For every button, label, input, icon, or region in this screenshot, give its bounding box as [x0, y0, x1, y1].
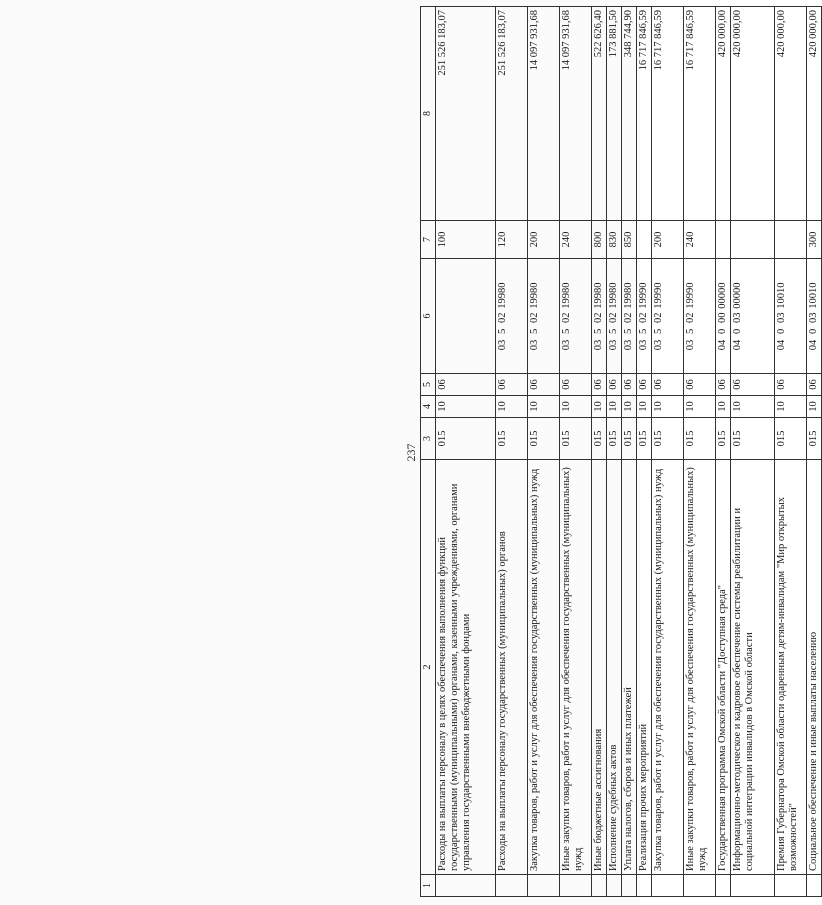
target-article-cell: [684, 259, 716, 374]
admin-code-cell: 015: [731, 418, 775, 460]
row-number-cell: [622, 875, 637, 897]
row-name-cell: Иные закупки товаров, работ и услуг для обеспечения государственных (муниципальных) нужд: [560, 460, 592, 875]
row-number-cell: [775, 875, 807, 897]
section-code-cell: 10: [436, 396, 496, 418]
row-name-cell: Премия Губернатора Омской области одаренным детям-инвалидам "Мир открытых возможностей": [775, 460, 807, 875]
subsection-code-cell: 06: [528, 374, 560, 396]
row-name-cell: Исполнение судебных актов: [607, 460, 622, 875]
target-article-segment: 02: [638, 312, 649, 323]
amount-cell: 420 000,00: [775, 7, 807, 221]
section-code-cell: 10: [607, 396, 622, 418]
admin-code-cell: 015: [560, 418, 592, 460]
target-article-cell: [652, 259, 684, 374]
target-article-cell: [607, 259, 622, 374]
header-row: [421, 7, 436, 897]
row-number-cell: [716, 875, 731, 897]
target-article-segment: 5: [685, 328, 696, 334]
target-article-segment: 0: [808, 328, 819, 334]
table-row: [528, 7, 560, 897]
target-article-segment: 0: [732, 328, 743, 334]
target-article-segment: 02: [561, 312, 572, 323]
amount-cell: 251 526 183,07: [436, 7, 496, 221]
target-article-segment: 03: [808, 312, 819, 323]
amount-cell: 420 000,00: [716, 7, 731, 221]
column-header-4: 4: [421, 396, 436, 418]
expense-type-cell: 300: [807, 221, 822, 259]
subsection-code-cell: 06: [622, 374, 637, 396]
target-article-cell: [775, 259, 807, 374]
subsection-code-cell: 06: [807, 374, 822, 396]
row-number-cell: [637, 875, 652, 897]
row-number-cell: [684, 875, 716, 897]
admin-code-cell: 015: [436, 418, 496, 460]
target-article-segment: 02: [529, 312, 540, 323]
table-row: [716, 7, 731, 897]
amount-cell: 14 097 931,68: [528, 7, 560, 221]
target-article-cell: [807, 259, 822, 374]
section-code-cell: 10: [731, 396, 775, 418]
subsection-code-cell: 06: [496, 374, 528, 396]
target-article-segment: 03: [638, 339, 649, 351]
target-article-segment: 02: [623, 312, 634, 323]
section-code-cell: 10: [637, 396, 652, 418]
target-article-segment: 02: [593, 312, 604, 323]
table-row: [592, 7, 607, 897]
admin-code-cell: 015: [775, 418, 807, 460]
target-article-segment: 03: [732, 312, 743, 323]
target-article-segment: 00000: [717, 282, 728, 309]
table-row: [684, 7, 716, 897]
target-article-segment: 03: [608, 339, 619, 351]
amount-cell: 16 717 846,59: [637, 7, 652, 221]
subsection-code-cell: 06: [436, 374, 496, 396]
expense-type-cell: 200: [652, 221, 684, 259]
target-article-segment: 02: [653, 312, 664, 323]
row-name-cell: Социальное обеспечение и иные выплаты населению: [807, 460, 822, 875]
section-code-cell: 10: [652, 396, 684, 418]
row-number-cell: [607, 875, 622, 897]
target-article-segment: 04: [717, 339, 728, 351]
target-article-segment: 03: [497, 339, 508, 351]
target-article-segment: 10010: [808, 282, 819, 309]
amount-cell: 173 881,50: [607, 7, 622, 221]
row-name-cell: Закупка товаров, работ и услуг для обеспечения государственных (муниципальных) нужд: [528, 460, 560, 875]
table-row: [607, 7, 622, 897]
table-row: [436, 7, 496, 897]
target-article-cell: [592, 259, 607, 374]
target-article-segment: 19980: [608, 282, 619, 309]
admin-code-cell: 015: [528, 418, 560, 460]
table-row: [731, 7, 775, 897]
target-article-segment: 19980: [593, 282, 604, 309]
column-header-2: 2: [421, 460, 436, 875]
target-article-segment: 03: [623, 339, 634, 351]
subsection-code-cell: 06: [716, 374, 731, 396]
row-number-cell: [807, 875, 822, 897]
amount-cell: 522 626,40: [592, 7, 607, 221]
target-article-segment: 5: [623, 328, 634, 334]
expense-type-cell: 240: [684, 221, 716, 259]
amount-cell: 348 744,90: [622, 7, 637, 221]
admin-code-cell: 015: [716, 418, 731, 460]
target-article-cell: [528, 259, 560, 374]
target-article-segment: 5: [653, 328, 664, 334]
row-name-cell: Государственная программа Омской области "Доступная среда": [716, 460, 731, 875]
target-article-segment: 03: [776, 312, 787, 323]
row-number-cell: [560, 875, 592, 897]
row-name-cell: Закупка товаров, работ и услуг для обеспечения государственных (муниципальных) нужд: [652, 460, 684, 875]
subsection-code-cell: 06: [652, 374, 684, 396]
amount-cell: 420 000,00: [807, 7, 822, 221]
section-code-cell: 10: [496, 396, 528, 418]
target-article-segment: 03: [593, 339, 604, 351]
target-article-cell: [622, 259, 637, 374]
target-article-segment: 10010: [776, 282, 787, 309]
target-article-segment: 5: [608, 328, 619, 334]
table-row: [496, 7, 528, 897]
subsection-code-cell: 06: [775, 374, 807, 396]
target-article-segment: 03: [561, 339, 572, 351]
row-number-cell: [652, 875, 684, 897]
page-number: 237: [404, 443, 418, 462]
admin-code-cell: 015: [622, 418, 637, 460]
expense-type-cell: [731, 221, 775, 259]
section-code-cell: 10: [592, 396, 607, 418]
amount-cell: 16 717 846,59: [684, 7, 716, 221]
target-article-segment: 04: [776, 339, 787, 351]
expense-type-cell: 830: [607, 221, 622, 259]
amount-cell: 16 717 846,59: [652, 7, 684, 221]
row-name-cell: Расходы на выплаты персоналу государственных (муниципальных) органов: [496, 460, 528, 875]
budget-table: [420, 6, 822, 897]
admin-code-cell: 015: [807, 418, 822, 460]
table-row: [560, 7, 592, 897]
table-row: [807, 7, 822, 897]
target-article-cell: [716, 259, 731, 374]
subsection-code-cell: 06: [607, 374, 622, 396]
expense-type-cell: 100: [436, 221, 496, 259]
expense-type-cell: 800: [592, 221, 607, 259]
target-article-segment: 19990: [653, 282, 664, 309]
amount-cell: 251 526 183,07: [496, 7, 528, 221]
expense-type-cell: 850: [622, 221, 637, 259]
column-header-8: 8: [421, 7, 436, 221]
target-article-segment: 04: [808, 339, 819, 351]
admin-code-cell: 015: [607, 418, 622, 460]
expense-type-cell: 240: [560, 221, 592, 259]
target-article-segment: 19990: [638, 282, 649, 309]
row-name-cell: Реализация прочих мероприятий: [637, 460, 652, 875]
section-code-cell: 10: [775, 396, 807, 418]
target-article-segment: 02: [608, 312, 619, 323]
target-article-segment: 5: [497, 328, 508, 334]
target-article-segment: 00: [717, 312, 728, 323]
target-article-segment: 19980: [561, 282, 572, 309]
column-header-7: 7: [421, 221, 436, 259]
subsection-code-cell: 06: [592, 374, 607, 396]
target-article-cell: [496, 259, 528, 374]
target-article-segment: 02: [685, 312, 696, 323]
column-header-1: 1: [421, 875, 436, 897]
section-code-cell: 10: [807, 396, 822, 418]
column-header-3: 3: [421, 418, 436, 460]
section-code-cell: 10: [716, 396, 731, 418]
admin-code-cell: 015: [652, 418, 684, 460]
table-body: [436, 7, 822, 897]
expense-type-cell: 200: [528, 221, 560, 259]
row-number-cell: [528, 875, 560, 897]
target-article-segment: 19990: [685, 282, 696, 309]
target-article-segment: 00000: [732, 282, 743, 309]
subsection-code-cell: 06: [560, 374, 592, 396]
section-code-cell: 10: [684, 396, 716, 418]
target-article-cell: [436, 259, 496, 374]
subsection-code-cell: 06: [637, 374, 652, 396]
section-code-cell: 10: [528, 396, 560, 418]
subsection-code-cell: 06: [684, 374, 716, 396]
admin-code-cell: 015: [637, 418, 652, 460]
target-article-cell: [560, 259, 592, 374]
target-article-segment: 04: [732, 339, 743, 351]
section-code-cell: 10: [560, 396, 592, 418]
table-row: [775, 7, 807, 897]
target-article-segment: 5: [561, 328, 572, 334]
target-article-cell: [731, 259, 775, 374]
admin-code-cell: 015: [684, 418, 716, 460]
subsection-code-cell: 06: [731, 374, 775, 396]
row-name-cell: Уплата налогов, сборов и иных платежей: [622, 460, 637, 875]
row-number-cell: [731, 875, 775, 897]
admin-code-cell: 015: [592, 418, 607, 460]
amount-cell: 14 097 931,68: [560, 7, 592, 221]
row-name-cell: Расходы на выплаты персоналу в целях обеспечения выполнения функций государственными (муниципальными) органами, казенными учреждениями, органами управления государственными внебюджетными фондами: [436, 460, 496, 875]
target-article-segment: 0: [776, 328, 787, 334]
target-article-segment: 0: [717, 328, 728, 334]
row-name-cell: Информационно-методическое и кадровое обеспечение системы реабилитации и социальной интеграции инвалидов в Омской области: [731, 460, 775, 875]
section-code-cell: 10: [622, 396, 637, 418]
expense-type-cell: [775, 221, 807, 259]
target-article-segment: 03: [653, 339, 664, 351]
target-article-cell: [637, 259, 652, 374]
amount-cell: 420 000,00: [731, 7, 775, 221]
row-name-cell: Иные бюджетные ассигнования: [592, 460, 607, 875]
expense-type-cell: [716, 221, 731, 259]
target-article-segment: 03: [529, 339, 540, 351]
row-number-cell: [436, 875, 496, 897]
target-article-segment: 19980: [623, 282, 634, 309]
table-row: [622, 7, 637, 897]
admin-code-cell: 015: [496, 418, 528, 460]
target-article-segment: 5: [529, 328, 540, 334]
expense-type-cell: 120: [496, 221, 528, 259]
target-article-segment: 19980: [529, 282, 540, 309]
column-header-6: 6: [421, 259, 436, 374]
target-article-segment: 03: [685, 339, 696, 351]
target-article-segment: 19980: [497, 282, 508, 309]
target-article-segment: 5: [593, 328, 604, 334]
row-number-cell: [592, 875, 607, 897]
column-header-5: 5: [421, 374, 436, 396]
target-article-segment: 02: [497, 312, 508, 323]
table-row: [637, 7, 652, 897]
expense-type-cell: [637, 221, 652, 259]
row-number-cell: [496, 875, 528, 897]
table-row: [652, 7, 684, 897]
row-name-cell: Иные закупки товаров, работ и услуг для обеспечения государственных (муниципальных) нужд: [684, 460, 716, 875]
target-article-segment: 5: [638, 328, 649, 334]
